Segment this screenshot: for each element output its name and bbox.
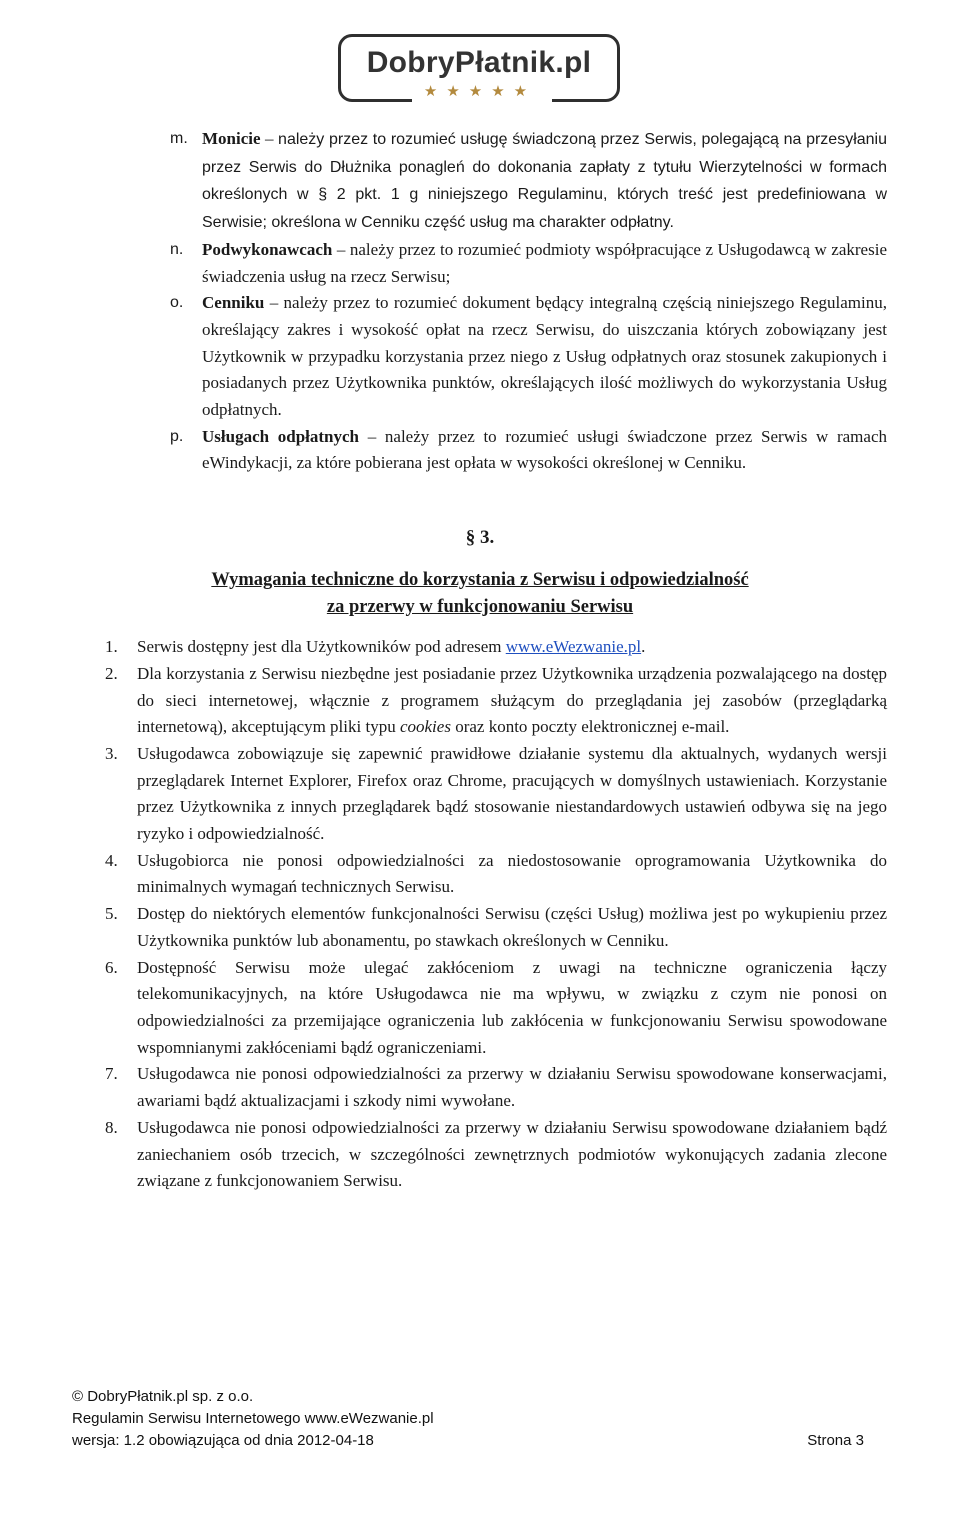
- definition-term: Monicie: [202, 129, 261, 148]
- definition-dash: –: [359, 426, 385, 446]
- item-label: 3.: [105, 743, 118, 763]
- list-item: [0, 741, 960, 848]
- definition-item: [0, 290, 960, 424]
- item-label: 5.: [105, 904, 118, 924]
- item-text: [202, 237, 887, 290]
- definition-term: Usługach odpłatnych: [202, 426, 360, 446]
- item-text: Usługobiorca nie ponosi odpowiedzialności za niedostosowanie oprogramowania Użytkownika do minimalnych wymagań technicznych Serwisu.: [137, 850, 887, 897]
- list-item: [0, 848, 960, 901]
- document-body: [0, 126, 960, 1195]
- item-text-before: Serwis dostępny jest dla Użytkowników pod adresem: [137, 637, 506, 657]
- item-label: 6.: [105, 957, 118, 977]
- section-number: § 3.: [465, 527, 495, 549]
- item-label: 4.: [105, 850, 118, 870]
- list-item: [0, 1061, 960, 1114]
- item-label: m.: [170, 130, 188, 147]
- item-label: 2.: [105, 663, 118, 683]
- section-title-line2: za przerwy w funkcjonowaniu Serwisu: [326, 596, 634, 617]
- definition-item: [0, 237, 960, 290]
- item-label: 7.: [105, 1064, 118, 1084]
- logo-text: DobryPłatnik.pl: [366, 46, 592, 79]
- definition-term: Podwykonawcach: [202, 239, 333, 259]
- definition-item: [0, 126, 960, 237]
- list-item: [0, 901, 960, 954]
- item-text: [202, 290, 887, 424]
- page-footer: [72, 1386, 864, 1452]
- footer-regulation: Regulamin Serwisu Internetowego www.eWezwanie.pl: [72, 1410, 434, 1427]
- item-text: Dostępność Serwisu może ulegać zakłóceniom z uwagi na techniczne ograniczenia łączy telekomunikacyjnych, na które Usługodawca nie ma wpływu, w związku z czym nie ponosi on odpowiedzialności za przemijające ograniczenia lub zakłócenia w funkcjonowaniu Serwisu spowodowane wspomnianymi zakłóceniami bądź ograniczeniami.: [137, 957, 887, 1057]
- list-item: [0, 955, 960, 1062]
- item-label: p.: [170, 427, 184, 445]
- item-text: Usługodawca nie ponosi odpowiedzialności za przerwy w działaniu Serwisu spowodowane działaniem bądź zaniechaniem osób trzecich, w szczególności zewnętrznych podmiotów wykonujących zadania zlecone związane z funkcjonowaniem Serwisu.: [137, 1117, 887, 1191]
- logo-stars: ★★★★★: [423, 82, 537, 100]
- item-text: [202, 424, 887, 477]
- section-title-line1: Wymagania techniczne do korzystania z Serwisu i odpowiedzialność: [211, 570, 749, 591]
- item-text-before: Dla korzystania z Serwisu niezbędne jest posiadanie przez Użytkownika urządzenia pozwalającego na dostęp do sieci internetowej, włącznie z programem służącym do przeglądania jej zasobów (przeglądarką internetową), akceptującym pliki typu: [137, 663, 887, 737]
- item-label: n.: [170, 240, 184, 258]
- list-item: [0, 661, 960, 741]
- section-title: [0, 567, 960, 620]
- definition-dash: –: [264, 293, 284, 313]
- item-text: Dostęp do niektórych elementów funkcjonalności Serwisu (części Usług) możliwa jest po wykupieniu przez Użytkownika punktów lub abonamentu, po stawkach określonych w Cenniku.: [137, 904, 887, 950]
- footer-version: wersja: 1.2 obowiązująca od dnia 2012-04-18: [72, 1432, 374, 1449]
- item-label: o.: [170, 294, 184, 312]
- item-label: 8.: [105, 1117, 118, 1137]
- list-item: [0, 634, 960, 661]
- definition-text: należy przez to rozumieć usługi świadczone przez Serwis w ramach eWindykacji, za które pobierana jest opłata w wysokości określonej w Cenniku.: [202, 426, 887, 473]
- definition-text: należy przez to rozumieć usługę świadczoną przez Serwis, polegającą na przesyłaniu przez Serwis do Dłużnika ponagleń do dokonania zapłaty z tytułu Wierzytelności w formach określonych w § 2 pkt. 1 g niniejszego Regulaminu, których treść jest predefiniowana w Serwisie; określona w Cenniku część usług ma charakter odpłatny.: [202, 131, 888, 232]
- item-italic: cookies: [399, 717, 451, 737]
- item-text: Usługodawca nie ponosi odpowiedzialności za przerwy w działaniu Serwisu spowodowane konserwacjami, awariami bądź aktualizacjami i szkody nimi wywołane.: [137, 1064, 887, 1111]
- item-label: 1.: [105, 637, 118, 657]
- footer-page-number: Strona 3: [807, 1432, 864, 1449]
- list-item: [0, 1115, 960, 1195]
- footer-copyright: © DobryPłatnik.pl sp. z o.o.: [72, 1388, 254, 1405]
- item-text: [202, 126, 887, 237]
- definition-text: należy przez to rozumieć podmioty współpracujące z Usługodawcą w zakresie świadczenia usług na rzecz Serwisu;: [202, 239, 887, 286]
- definition-term: Cenniku: [202, 293, 265, 313]
- definition-dash: –: [260, 129, 279, 148]
- footer-row: [72, 1430, 864, 1452]
- item-text-after: oraz konto poczty elektronicznej e-mail.: [450, 717, 730, 737]
- item-text-after: .: [641, 637, 646, 657]
- item-text: [137, 634, 887, 661]
- definition-text: należy przez to rozumieć dokument będący integralną częścią niniejszego Regulaminu, określający zakres i wysokość opłat na rzecz Serwisu, do uiszczania których zobowiązany jest Użytkownik w przypadku korzystania przez niego z Usług odpłatnych oraz stosunek zakupionych i posiadanych przez Użytkownika punktów, określających ilość możliwych do wykorzystania Usług odpłatnych.: [202, 293, 888, 420]
- definition-dash: –: [332, 239, 350, 259]
- website-link[interactable]: www.eWezwanie.pl: [505, 637, 642, 657]
- item-text: Usługodawca zobowiązuje się zapewnić prawidłowe działanie systemu dla aktualnych, wydanych wersji przeglądarek Internet Explorer, Firefox oraz Chrome, pracujących w domyślnych ustawieniach. Korzystanie przez Użytkownika z innych przeglądarek bądź stosowanie niestandardowych ustawień odbywa się na jego ryzyko i odpowiedzialność.: [137, 743, 887, 844]
- definition-item: [0, 424, 960, 477]
- item-text: [137, 661, 887, 741]
